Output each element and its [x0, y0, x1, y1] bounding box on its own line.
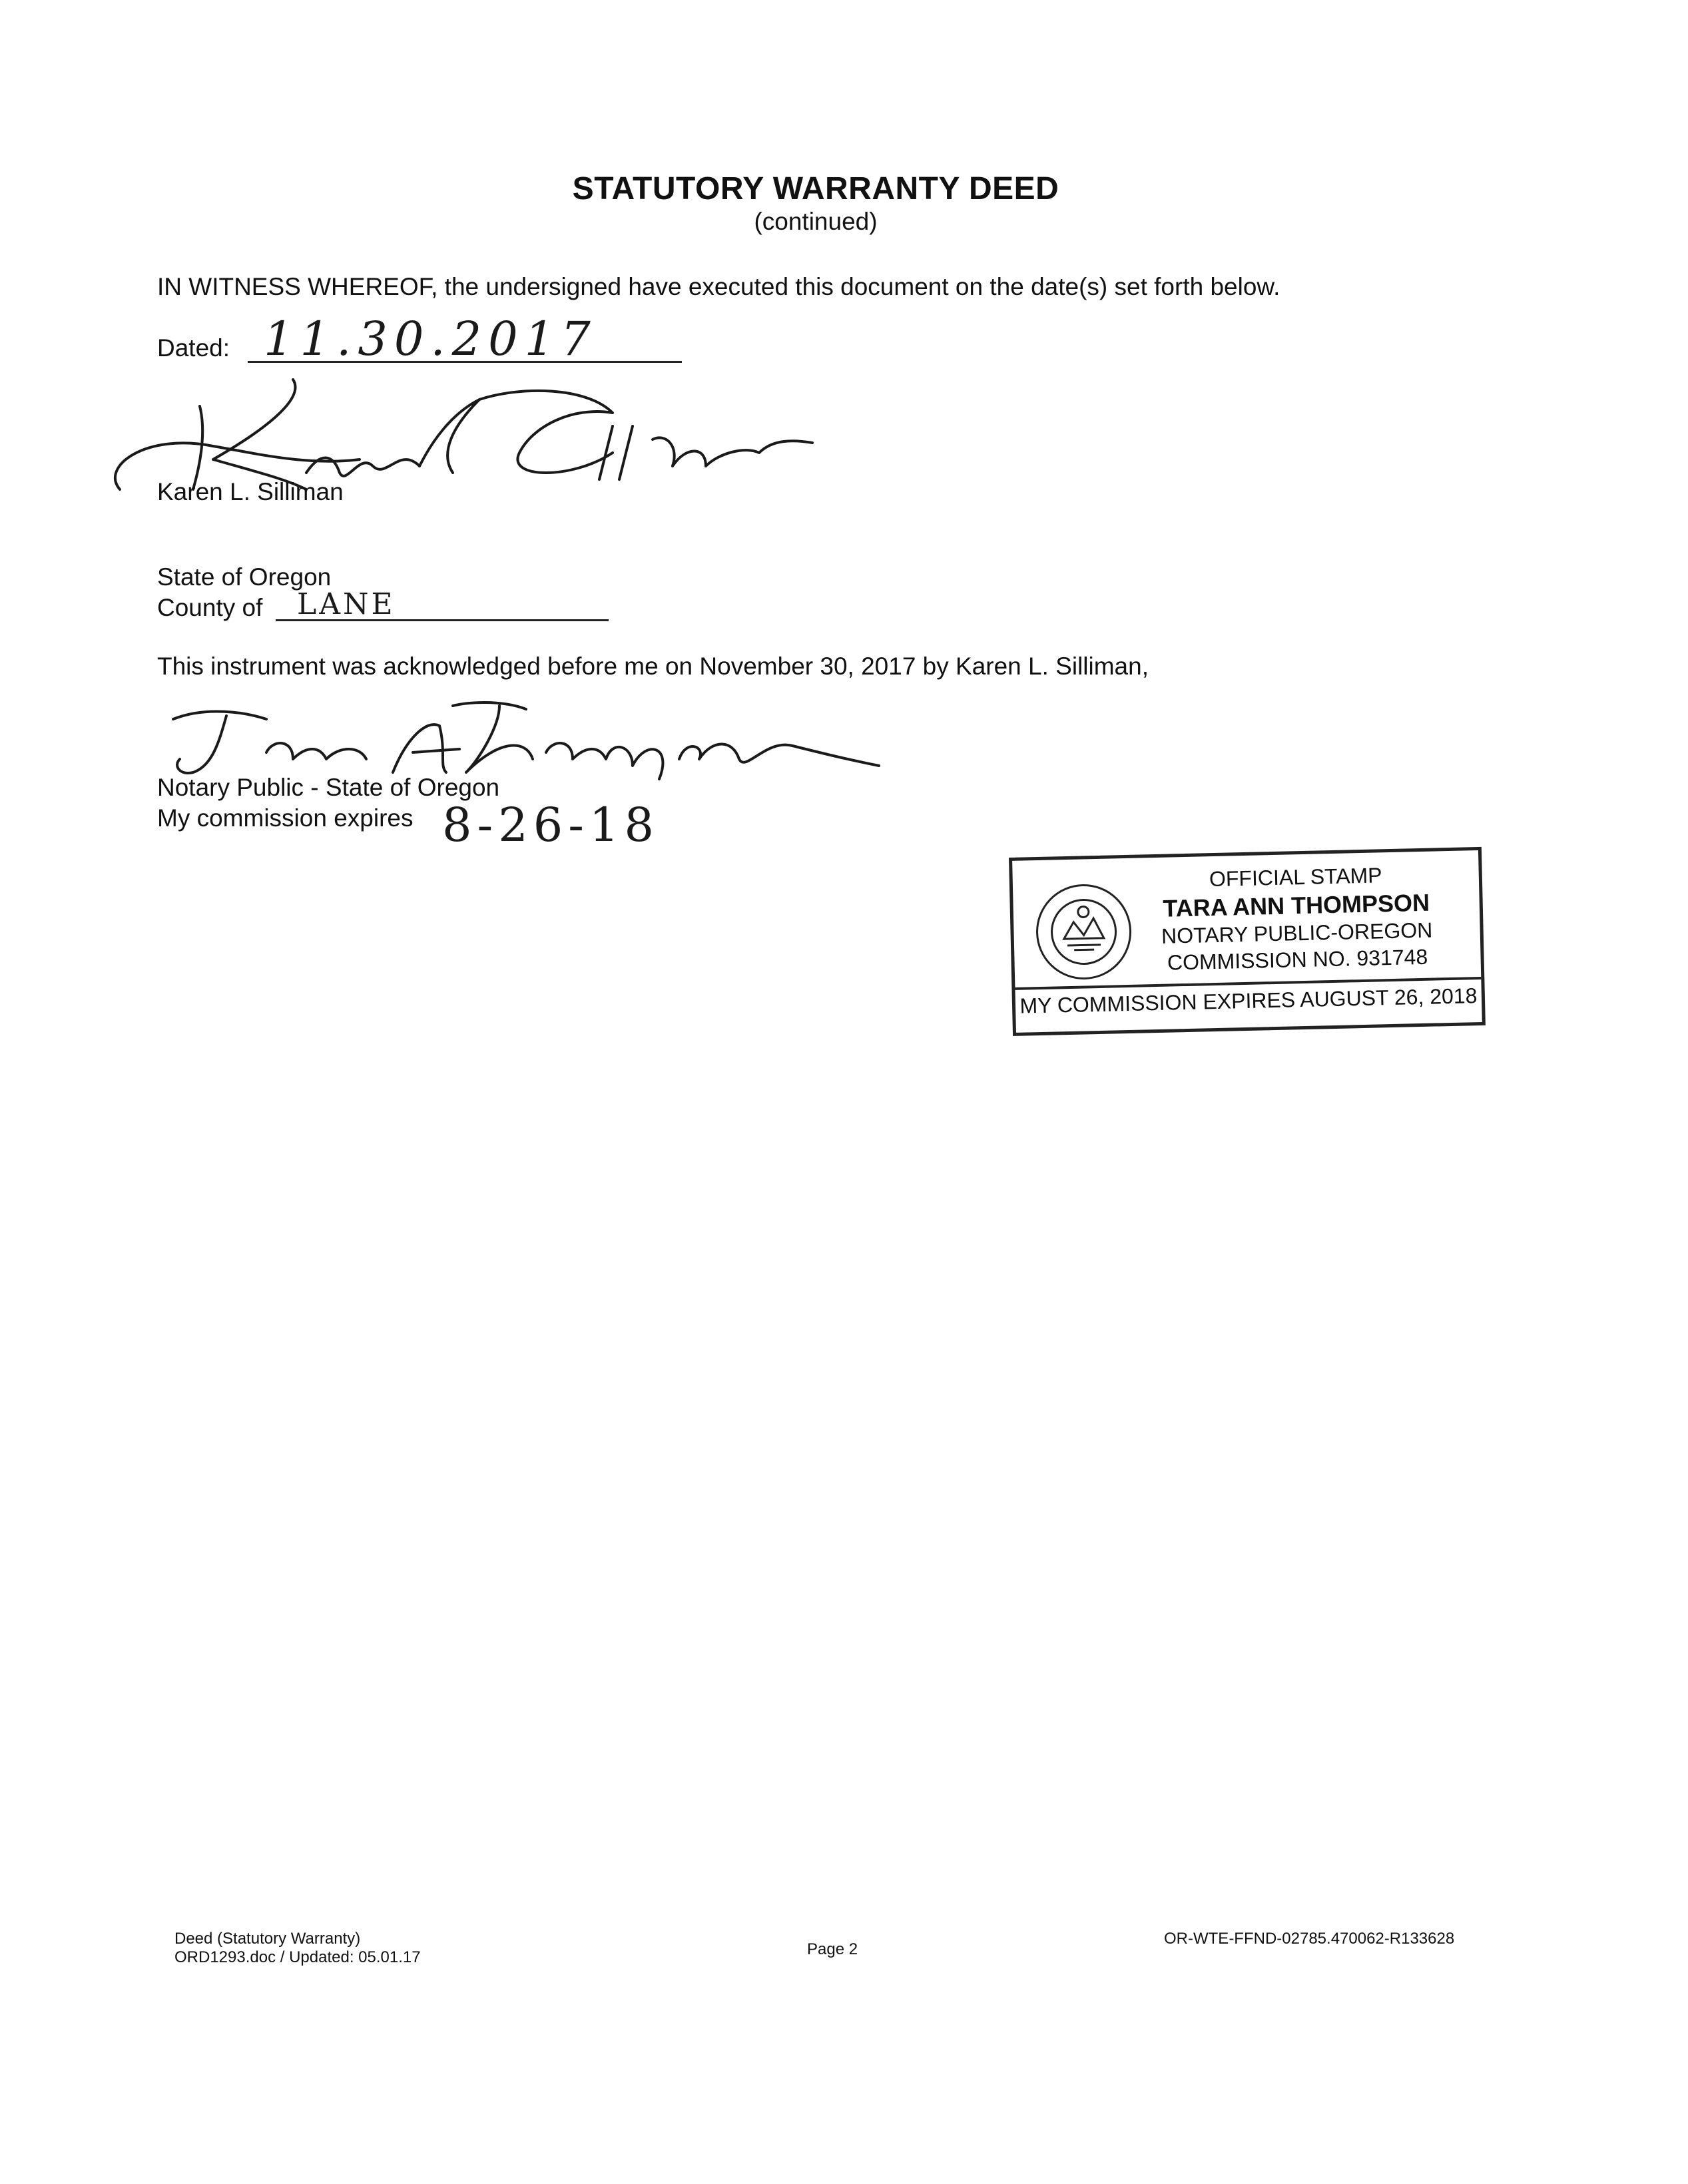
dated-handwritten-value: 11.30.2017 — [264, 312, 597, 366]
official-notary-stamp — [1009, 847, 1486, 1036]
document-subtitle: (continued) — [754, 208, 878, 235]
stamp-expiration: MY COMMISSION EXPIRES AUGUST 26, 2018 — [1015, 977, 1482, 1019]
county-handwritten-value: LANE — [297, 587, 396, 621]
state-label: State of Oregon — [157, 563, 332, 591]
commission-label: My commission expires — [157, 804, 414, 832]
stamp-heading: OFFICIAL STAMP — [1209, 863, 1382, 892]
acknowledgment-statement: This instrument was acknowledged before me on November 30, 2017 by Karen L. Silliman, — [157, 653, 1149, 680]
footer-form-file: ORD1293.doc / Updated: 05.01.17 — [174, 1948, 421, 1966]
dated-label: Dated: — [157, 334, 230, 362]
footer-reference-number: OR-WTE-FFND-02785.470062-R133628 — [1164, 1930, 1455, 1948]
notary-title: Notary Public - State of Oregon — [157, 774, 500, 801]
footer-page-number: Page 2 — [807, 1940, 858, 1958]
document-title: STATUTORY WARRANTY DEED — [572, 171, 1059, 206]
commission-handwritten-value: 8-26-18 — [442, 798, 659, 852]
stamp-commission-number: COMMISSION NO. 931748 — [1167, 944, 1428, 975]
witness-statement: IN WITNESS WHEREOF, the undersigned have executed this document on the date(s) set forth below. — [157, 273, 1280, 300]
grantor-name: Karen L. Silliman — [157, 478, 344, 505]
footer-form-name: Deed (Statutory Warranty) — [174, 1930, 361, 1948]
notary-signature — [153, 699, 886, 786]
stamp-notary-name: TARA ANN THOMPSON — [1162, 888, 1430, 922]
stamp-notary-title: NOTARY PUBLIC-OREGON — [1161, 918, 1433, 948]
county-label: County of — [157, 594, 263, 621]
